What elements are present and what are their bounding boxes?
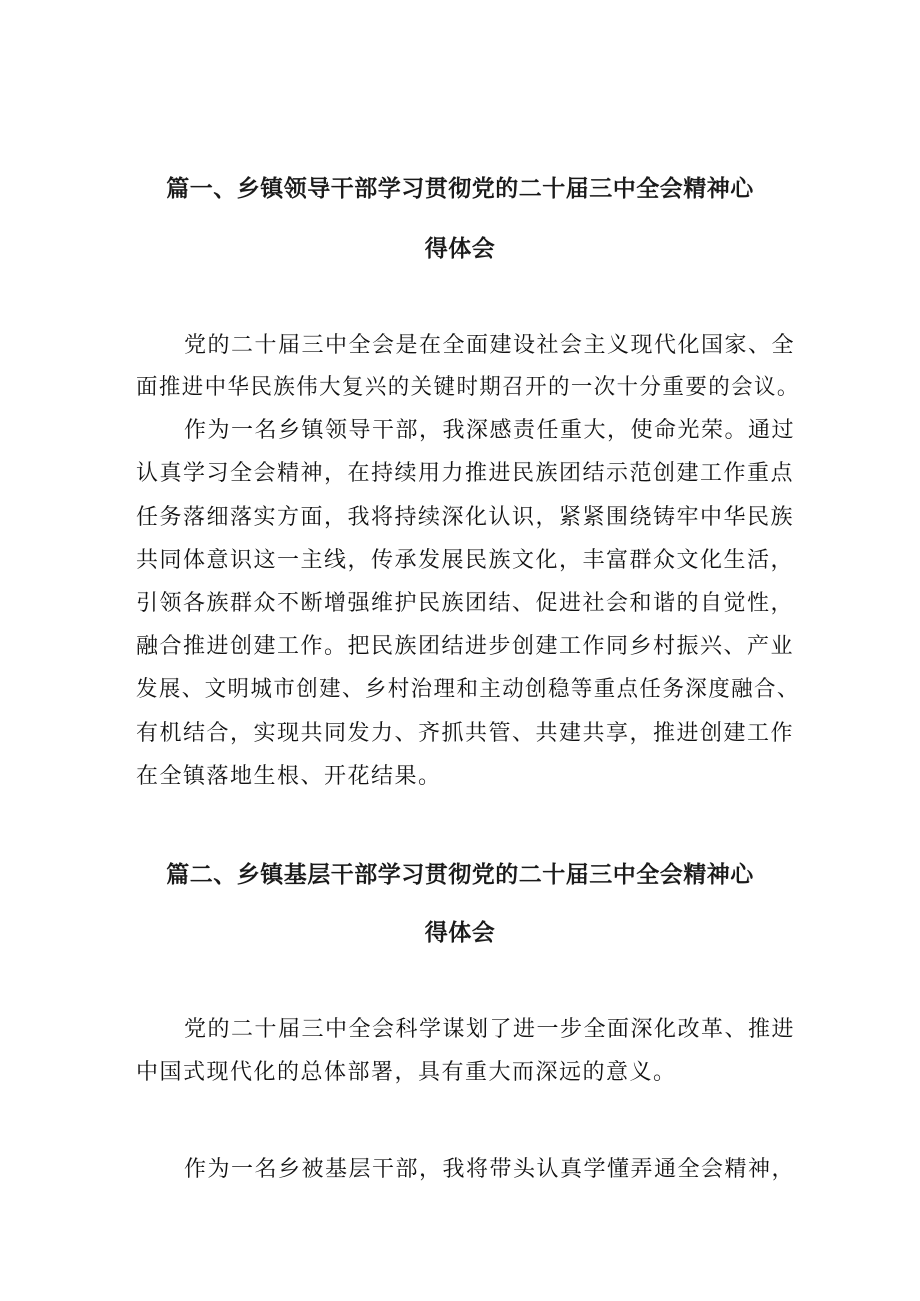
section1-paragraph-line: 引领各族群众不断增强维护民族团结、促进社会和谐的自觉性，: [136, 591, 795, 616]
section1-paragraph-line: 在全镇落地生根、开花结果。: [136, 764, 442, 789]
section1-paragraph-line: 认真学习全会精神，在持续用力推进民族团结示范创建工作重点: [136, 461, 795, 486]
section1-paragraph-line: 共同体意识这一主线，传承发展民族文化，丰富群众文化生活，: [136, 548, 795, 573]
section1-paragraph-line: 面推进中华民族伟大复兴的关键时期召开的一次十分重要的会议。: [136, 375, 800, 400]
section1-paragraph-line: 融合推进创建工作。把民族团结进步创建工作同乡村振兴、产业: [136, 634, 795, 659]
section2-title-line1: 篇二、乡镇基层干部学习贯彻党的二十届三中全会精神心: [166, 862, 754, 888]
section1-title-line2: 得体会: [424, 236, 496, 262]
section2-paragraph-line: 中国式现代化的总体部署，具有重大而深远的意义。: [136, 1060, 677, 1085]
section1-paragraph-line: 有机结合，实现共同发力、齐抓共管、共建共享，推进创建工作: [136, 721, 795, 746]
section1-paragraph-line: 发展、文明城市创建、乡村治理和主动创稳等重点任务深度融合、: [136, 677, 800, 702]
section1-paragraph-line: 任务落细落实方面，我将持续深化认识，紧紧围绕铸牢中华民族: [136, 505, 795, 530]
section2-paragraph-line: 党的二十届三中全会科学谋划了进一步全面深化改革、推进: [184, 1017, 796, 1042]
section1-title-line1: 篇一、乡镇领导干部学习贯彻党的二十届三中全会精神心: [166, 176, 754, 202]
section1-paragraph-line: 党的二十届三中全会是在全面建设社会主义现代化国家、全: [184, 333, 796, 358]
section2-paragraph-line: 作为一名乡被基层干部，我将带头认真学懂弄通全会精神，: [184, 1157, 796, 1182]
section1-paragraph-line: 作为一名乡镇领导干部，我深感责任重大，使命光荣。通过: [184, 418, 796, 443]
section2-title-line2: 得体会: [424, 920, 496, 946]
